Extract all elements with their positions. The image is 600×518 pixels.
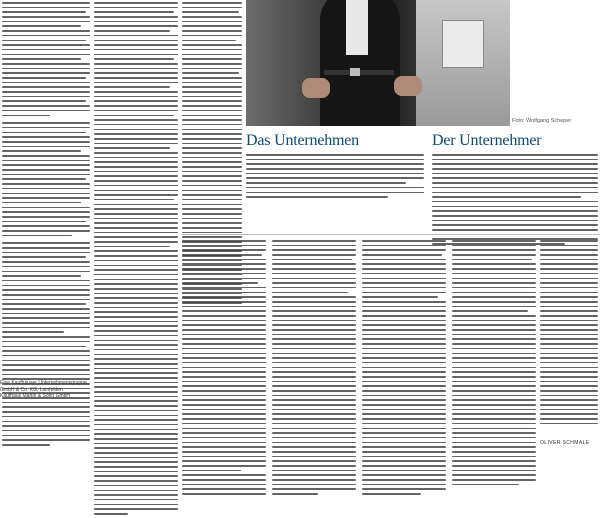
box-headline-entrepreneur: Der Unternehmer (432, 132, 542, 149)
article-column-7 (452, 240, 536, 488)
article-column-5 (272, 240, 356, 498)
businessman-photo (246, 0, 510, 126)
photo-credit: Foto: Wolfgang Scheper (512, 118, 572, 124)
box-text-company (246, 154, 424, 201)
info-line-1: Eine Kaufhäuser Unternehmensgruppe (0, 380, 87, 386)
author-byline: OLIVER SCHMALE (540, 440, 590, 446)
box-headline-company: Das Unternehmen (246, 132, 359, 149)
info-line-3: Kaufhaus Martin & Sohn GmbH (0, 393, 71, 399)
article-column-6 (362, 240, 446, 498)
article-column-2 (94, 2, 178, 518)
info-line-2: GmbH & Co. KG, Leinfelden (0, 386, 63, 393)
box-bottom-rule (182, 234, 600, 235)
article-column-4 (182, 240, 266, 498)
company-info-box (0, 380, 90, 400)
article-column-8 (540, 240, 598, 428)
